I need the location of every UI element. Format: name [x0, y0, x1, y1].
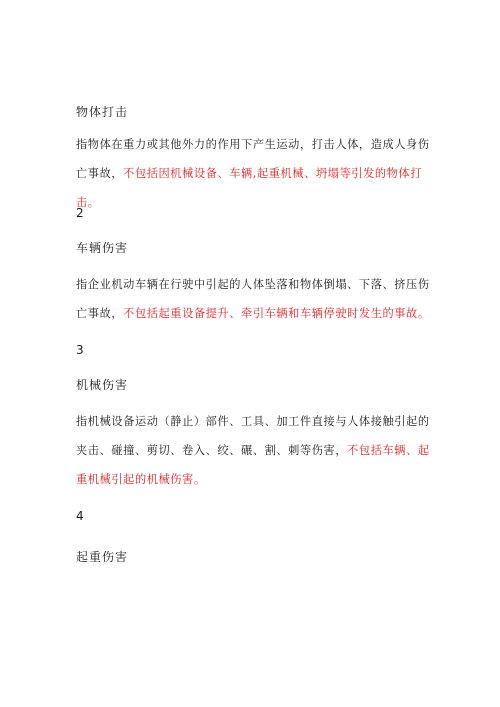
body-text: 指物体在重力或其他外力的作用下产生运动，打击人体，造成人身伤亡事故， — [76, 138, 430, 180]
section-number-3: 3 — [76, 343, 84, 357]
section-title-object-strike: 物体打击 — [76, 105, 129, 119]
section-number-2: 2 — [76, 206, 84, 220]
section-title-lifting-injury: 起重伤害 — [76, 550, 129, 564]
exclusion-text: 不包括因机械设备、车辆,起重机械、坍塌等引发的物体打击。 — [76, 167, 423, 209]
body-text: 指企业机动车辆在行驶中引起的人体坠落和物体倒塌、下落、挤压伤亡事故， — [76, 278, 430, 320]
section-body-vehicle-injury — [76, 270, 438, 328]
section-body-object-strike — [76, 130, 438, 217]
section-title-vehicle-injury: 车辆伤害 — [76, 241, 129, 255]
section-title-mechanical-injury: 机械伤害 — [76, 378, 129, 392]
section-body-mechanical-injury — [76, 407, 438, 494]
exclusion-text: 不包括车辆、起重机械引起的机械伤害。 — [76, 444, 430, 486]
section-number-4: 4 — [76, 509, 84, 523]
exclusion-text: 不包括起重设备提升、牵引车辆和车辆停驶时发生的事故。 — [123, 307, 430, 320]
body-text: 指机械设备运动（静止）部件、工具、加工件直接与人体接触引起的夹击、碰撞、剪切、卷入、绞、碾、割、刺等伤害， — [76, 415, 430, 457]
